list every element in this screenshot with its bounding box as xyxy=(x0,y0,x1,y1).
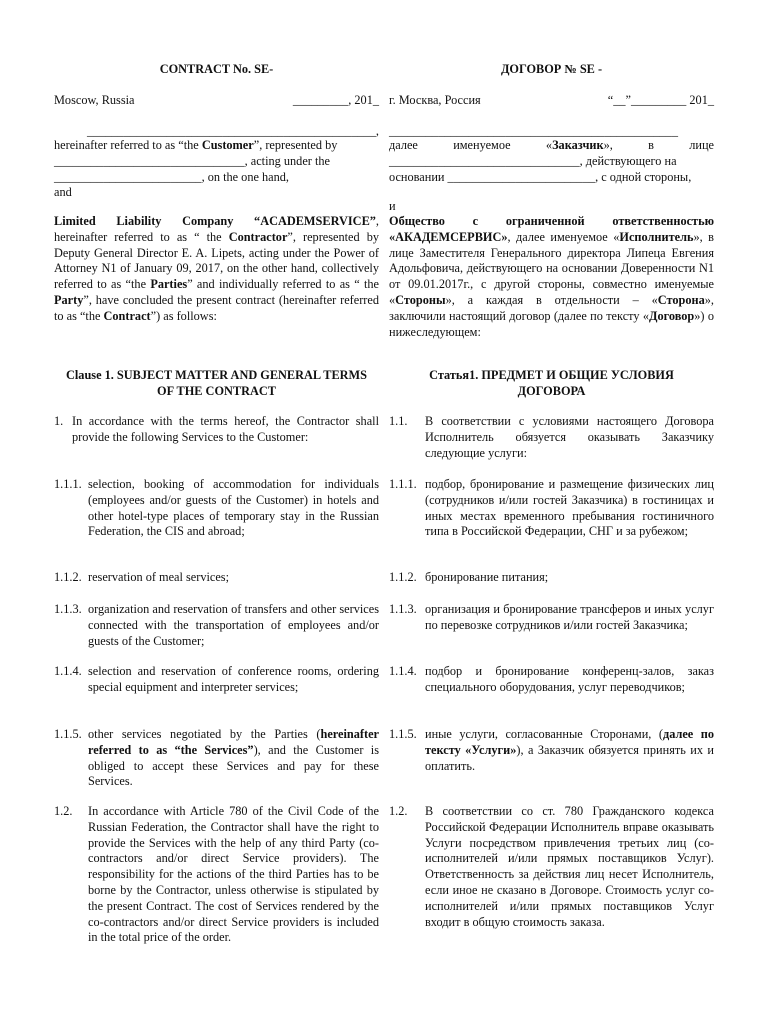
item-en-1-1-2: 1.1.2. reservation of meal services; xyxy=(54,570,230,584)
representative-line-ru: _______________________________, действующего на xyxy=(389,154,677,168)
customer-blank-ru: _______________________________________________ xyxy=(389,124,678,138)
date-en: _________, 201_ xyxy=(292,93,379,107)
item-ru-1-1-5: 1.1.5. иные услуги, согласованные Сторонами, (далее по тексту «Услуги»), а Заказчик обязуется принять их и оплатить. xyxy=(389,727,714,773)
representative-line-en: _______________________________, acting under the xyxy=(54,154,330,168)
item-ru-1-2: 1.2. В соответствии со ст. 780 Гражданского кодекса Российской Федерации Исполнитель вправе оказывать Услуги посредством привлечения третьих лиц (со-исполнителей и/или прямых поставщиков Услуг). Ответственность за действия лиц несет Исполнитель, если иное не сказано в Договоре. Стоимость услуг со-исполнителей и/или прямых поставщиков Услуг входит в общую стоимость заказа. xyxy=(389,804,714,929)
item-en-1-2: 1.2. In accordance with Article 780 of the Civil Code of the Russian Federation, the Contractor shall have the right to provide the Services with the help of any third Party (co-contractors and/or direct Service providers). The responsibility for the actions of the third Parties has to be borne by the Contractor, unless otherwise is stipulated by the present Contract. The cost of Services rendered by the co-contractors and/or direct Service providers is included in the total price of the order. xyxy=(54,804,379,945)
item-en-1-1-4: 1.1.4. selection and reservation of conference rooms, ordering special equipment and interpreter services; xyxy=(54,664,379,694)
authority-line-en: ________________________, on the one hand, xyxy=(54,170,289,184)
company-name-en: Limited Liability Company “ACADEMSERVICE” xyxy=(54,214,376,228)
item-ru-1-1-1: 1.1.1. подбор, бронирование и размещение физических лиц (сотрудников и/или гостей Заказчика) в гостиницах и иных местах временного пребывания гостиничного типа в Российской Федерации, СНГ и за рубежом; xyxy=(389,477,714,539)
item-en-1-1-5: 1.1.5. other services negotiated by the Parties (hereinafter referred to as “the Services”), and the Customer is obliged to accept these Services and pay for these Services. xyxy=(54,727,379,789)
item-en-1-1-3: 1.1.3. organization and reservation of transfers and other services connected with the transportation of employees and/or guests of the Customer; xyxy=(54,602,379,648)
and-en: and xyxy=(54,185,72,199)
authority-line-ru: основании ________________________, с одной стороны, xyxy=(389,170,692,184)
customer-blank-en: _______________________________________________, xyxy=(86,124,379,138)
contract-title-ru: ДОГОВОР № SE - xyxy=(500,62,603,76)
item-ru-1-1-3: 1.1.3. организация и бронирование трансферов и иных услуг по перевозке сотрудников и/или гостей Заказчика; xyxy=(389,602,714,632)
contract-title-en: CONTRACT No. SE- xyxy=(159,62,274,76)
company-name-ru: Общество с ограниченной ответственностью «АКАДЕМСЕРВИС» xyxy=(389,214,714,244)
clause-heading-en: Clause 1. SUBJECT MATTER AND GENERAL TERMS OF THE CONTRACT xyxy=(66,368,367,398)
customer-paragraph-en: hereinafter referred to as “the Customer”, represented by xyxy=(54,138,338,152)
city-ru: г. Москва, Россия xyxy=(389,93,481,107)
item-en-1-1-1: 1.1.1. selection, booking of accommodation for individuals (employees and/or guests of the Customer) in hotels and other hotel-type places of temporary stay in the Russian Federation, the CIS and abroad; xyxy=(54,477,379,539)
clause-heading-ru: Статья1. ПРЕДМЕТ И ОБЩИЕ УСЛОВИЯ ДОГОВОРА xyxy=(429,368,674,398)
item-en-1: 1. In accordance with the terms hereof, the Contractor shall provide the following Services to the Customer: xyxy=(54,414,379,444)
customer-term-ru: Заказчик xyxy=(552,138,604,152)
date-ru: “__”_________ 201_ xyxy=(607,93,714,107)
contractor-paragraph-ru: Общество с ограниченной ответственностью «АКАДЕМСЕРВИС», далее именуемое «Исполнитель», в лице Заместителя Генерального директора Липеца Евгения Адольфовича, действующего на основании Доверенности N1 от 09.01.2017г., с другой стороны, совместно именуемые «Стороны», а каждая в отдельности – «Сторона», заключили настоящий договор (далее по тексту «Договор») о нижеследующем: xyxy=(389,214,714,339)
place-date-en xyxy=(54,93,379,109)
place-date-ru xyxy=(389,93,714,109)
contractor-paragraph-en: Limited Liability Company “ACADEMSERVICE”, hereinafter referred to as “ the Contractor”, represented by Deputy General Director E. A. Lipets, acting under the Power of Attorney N1 of January 09, 2017, on the other hand, collectively referred to as “the Parties” and individually referred to as “ the Party”, have concluded the present contract (hereinafter referred to as “the Contract”) as follows: xyxy=(54,214,379,323)
customer-term-en: Customer xyxy=(201,138,254,152)
item-ru-1-1: 1.1. В соответствии с условиями настоящего Договора Исполнитель обязуется оказывать Заказчику следующие услуги: xyxy=(389,414,714,460)
and-ru: и xyxy=(389,199,396,213)
customer-paragraph-ru: далее именуемое «Заказчик», в лице xyxy=(389,138,714,152)
item-ru-1-1-2: 1.1.2. бронирование питания; xyxy=(389,570,549,584)
item-ru-1-1-4: 1.1.4. подбор и бронирование конференц-залов, заказ специального оборудования, услуг переводчиков; xyxy=(389,664,714,694)
city-en: Moscow, Russia xyxy=(54,93,135,107)
